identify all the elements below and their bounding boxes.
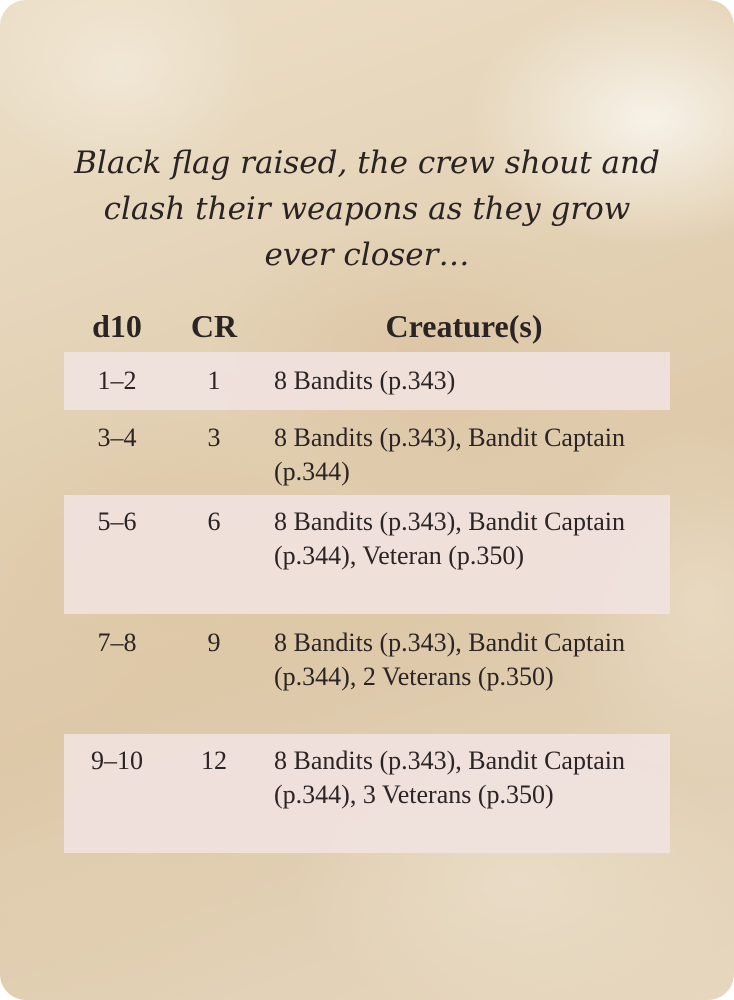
- row-d10: 3–4: [97, 423, 137, 452]
- row-creatures: 8 Bandits (p.343), Bandit Captain (p.344), 3 Veterans (p.350): [274, 746, 625, 809]
- table-row: [64, 614, 670, 734]
- encounter-table: [64, 302, 670, 853]
- table-row: [64, 734, 670, 853]
- row-cr: 6: [207, 507, 221, 536]
- table-row: [64, 495, 670, 614]
- row-d10: 7–8: [97, 628, 137, 657]
- row-cr: 12: [201, 746, 227, 775]
- row-cr: 3: [207, 423, 221, 452]
- header-creatures: Creature(s): [385, 308, 543, 344]
- flavor-text: Black flag raised, the crew shout and clash their weapons as they grow ever closer…: [74, 145, 660, 273]
- table-row: [64, 352, 670, 410]
- row-creatures: 8 Bandits (p.343), Bandit Captain (p.344), 2 Veterans (p.350): [274, 628, 625, 691]
- row-creatures: 8 Bandits (p.343): [274, 366, 456, 395]
- table-header: [64, 302, 670, 352]
- header-d10: d10: [92, 308, 142, 344]
- row-d10: 9–10: [91, 746, 143, 775]
- table-row: [64, 410, 670, 495]
- header-cr: CR: [190, 308, 238, 344]
- row-cr: 9: [207, 628, 221, 657]
- row-creatures: 8 Bandits (p.343), Bandit Captain (p.344), Veteran (p.350): [274, 507, 625, 570]
- row-d10: 1–2: [97, 366, 137, 395]
- row-cr: 1: [207, 366, 221, 395]
- row-d10: 5–6: [97, 507, 137, 536]
- row-creatures: 8 Bandits (p.343), Bandit Captain (p.344): [274, 423, 625, 486]
